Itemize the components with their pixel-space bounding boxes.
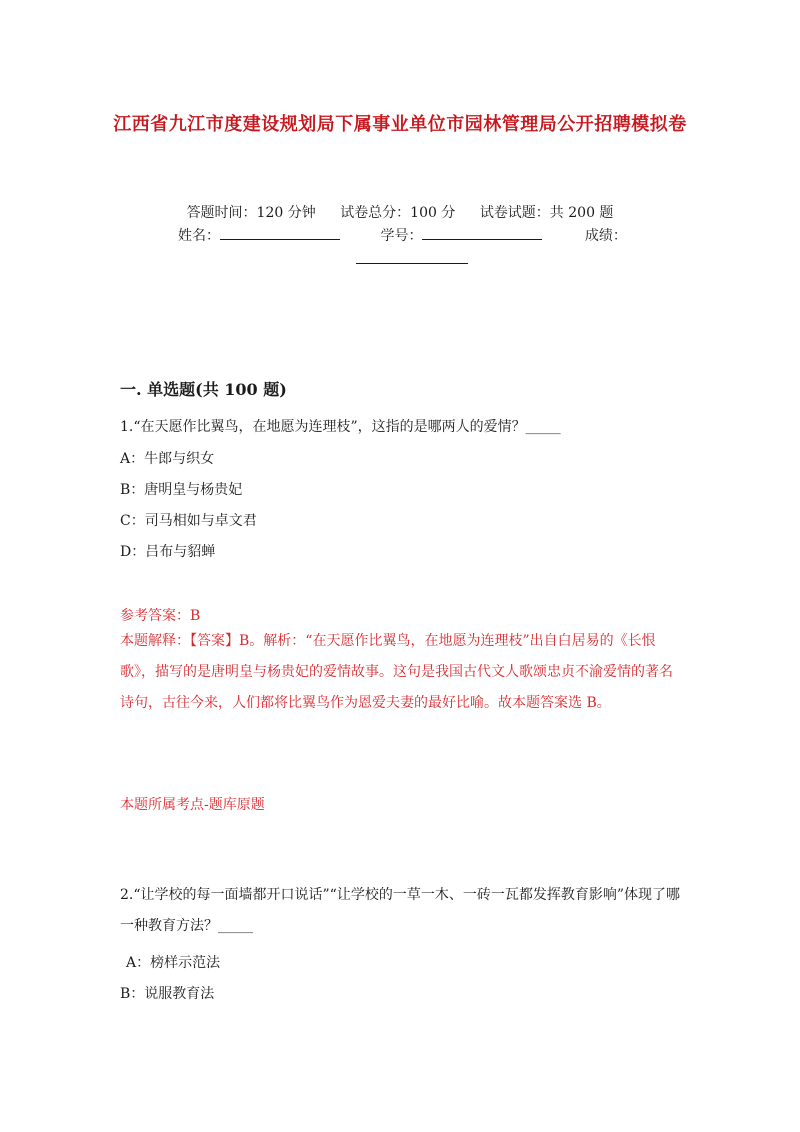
question-2-option-a: A：榜样示范法 bbox=[126, 955, 221, 971]
question-1-option-d: D：吕布与貂蝉 bbox=[120, 544, 216, 560]
exam-meta bbox=[110, 202, 690, 224]
question-1-stem: 1.“在天愿作比翼鸟，在地愿为连理枝”，这指的是哪两人的爱情？_____ bbox=[120, 419, 561, 435]
id-label: 学号： bbox=[380, 228, 423, 244]
question-2-option-b: B：说服教育法 bbox=[120, 986, 215, 1002]
section-title: 一. 单选题(共 100 题) bbox=[120, 380, 287, 399]
score-blank bbox=[356, 249, 468, 264]
score-label: 成绩： bbox=[584, 228, 627, 244]
exam-total-questions: 试卷试题：共 200 题 bbox=[479, 205, 614, 221]
document-title: 江西省九江市度建设规划局下属事业单位市园林管理局公开招聘模拟卷 bbox=[113, 114, 687, 135]
question-1-explanation: 本题解释：【答案】B。解析：“在天愿作比翼鸟，在地愿为连理枝”出自白居易的《长恨歌》，描写的是唐明皇与杨贵妃的爱情故事。这句是我国古代文人歌颂忠贞不渝爱情的著名诗句，古往今来，人们都将比翼鸟作为恩爱夫妻的最好比喻。故本题答案选 B。 bbox=[120, 633, 673, 711]
question-1-option-b: B：唐明皇与杨贵妃 bbox=[120, 482, 243, 498]
question-1-answer: 参考答案：B bbox=[120, 608, 201, 624]
question-2-stem: 2.“让学校的每一面墙都开口说话”“让学校的一草一木、一砖一瓦都发挥教育影响”体现了哪一种教育方法？_____ bbox=[120, 887, 680, 934]
student-info-row bbox=[110, 225, 690, 247]
name-blank bbox=[220, 225, 340, 240]
exam-time: 答题时间：120 分钟 bbox=[186, 205, 316, 221]
question-1-source: 本题所属考点-题库原题 bbox=[120, 797, 265, 813]
exam-total-score: 试卷总分：100 分 bbox=[340, 205, 456, 221]
score-blank-row bbox=[110, 249, 690, 271]
question-1-option-a: A：牛郎与织女 bbox=[120, 451, 215, 467]
id-blank bbox=[422, 225, 542, 240]
question-1-option-c: C：司马相如与卓文君 bbox=[120, 513, 257, 529]
name-label: 姓名： bbox=[178, 228, 220, 244]
